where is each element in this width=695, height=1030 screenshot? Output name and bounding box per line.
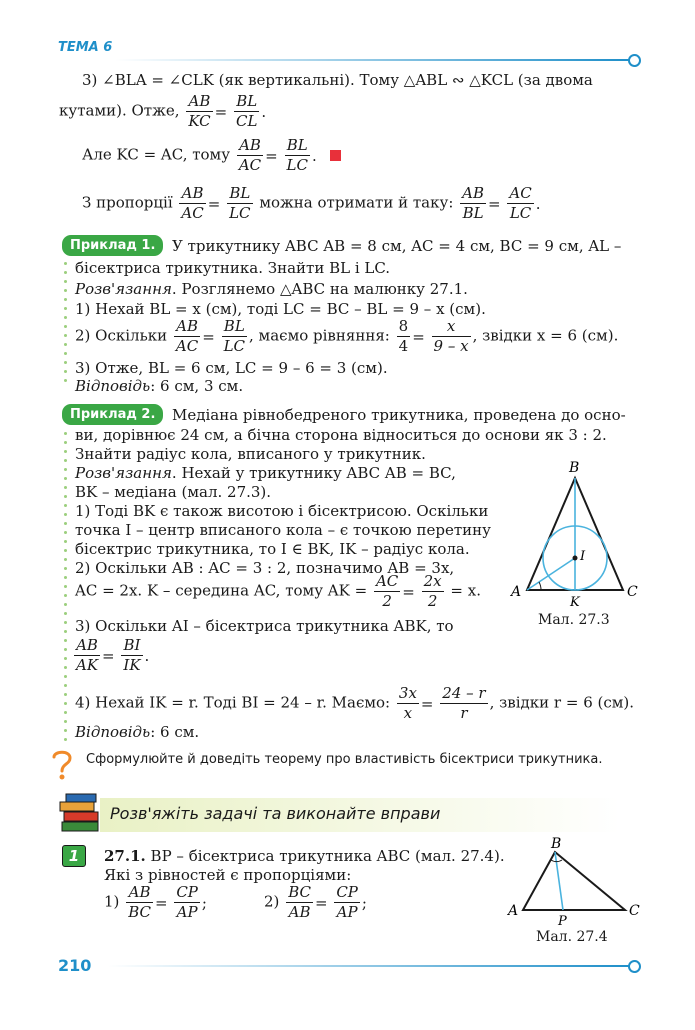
level-1-badge: 1 [62,845,86,867]
example-2-line-5: BK – медіана (мал. 27.3). [75,483,272,501]
example-1-badge: Приклад 1. [62,235,163,256]
label-A: A [508,903,519,919]
books-icon [58,792,102,834]
example-2-line-12: $\frac{AB}{AK}$ = $\frac{BI}{IK}$ . [76,636,150,674]
figure-27-3 [505,460,645,610]
figure-27-3-caption: Мал. 27.3 [538,612,610,628]
figure-27-4-caption: Мал. 27.4 [536,929,608,945]
example-2-line-9: 2) Оскільки AB : AC = 3 : 2, позначимо AB = 3x, [75,559,455,577]
label-C: C [629,903,640,919]
example-2-line-6: 1) Тоді BK є також висотою і бісектрисою. Оскільки [75,502,489,520]
example-1-line-2: бісектриса трикутника. Знайти BL і LC. [75,259,391,277]
triangle-abc [523,852,625,910]
incenter-point [573,556,578,561]
label-I: I [580,549,586,564]
example-1-line-3: Розв'язання. Розглянемо △ABC на малюнку 27.1. [75,280,468,298]
topic-header: ТЕМА 6 [58,40,113,55]
example-2-badge: Приклад 2. [62,404,163,425]
task-line-2: Які з рівностей є пропорціями: [104,866,352,884]
label-P: P [558,914,567,926]
label-B: B [569,460,580,476]
example-2-line-2: ви, дорівнює 24 см, а бічна сторона відноситься до основи як 3 : 2. [75,426,607,444]
task-line-1: 27.1. BP – бісектриса трикутника ABC (мал. 27.4). [104,847,505,865]
figure-27-4 [505,836,645,926]
footer-rule-end [628,960,641,973]
header-rule-end [628,54,641,67]
intro-line-2: кутами). Отже, $\frac{AB}{KC}$ = $\frac{BL}{CL}$ . [59,92,267,130]
page-number: 210 [58,956,92,975]
example-1-dots [64,262,68,388]
example-2-line-14: Відповідь: 6 см. [75,723,200,741]
example-1-line-1: У трикутнику ABC AB = 8 см, AC = 4 см, BC = 9 см, AL – [172,237,622,255]
intro-line-3: Але KC = AC, тому $\frac{AB}{AC}$ = $\frac{BL}{LC}$ . [82,136,341,175]
example-2-line-13: 4) Нехай IK = r. Тоді BI = 24 – r. Маємо: $\frac{3x}{x}$ = $\frac{24 - r}{r}$ , звідки r = 6 (см). [75,684,635,722]
example-2-line-11: 3) Оскільки AI – бісектриса трикутника ABK, то [75,617,454,635]
example-2-line-10: AC = 2x. K – середина AC, тому AK = $\frac{AC}{2}$ = $\frac{2x}{2}$ = x. [75,572,481,610]
task-option-2: 2) $\frac{BC}{AB}$ = $\frac{CP}{AP}$ ; [264,883,367,921]
label-K: K [570,595,580,610]
example-2-line-4: Розв'язання. Нехай у трикутнику ABC AB = BC, [75,464,456,482]
intro-line-4: З пропорції $\frac{AB}{AC}$ = $\frac{BL}{LC}$ можна отримати й таку: $\frac{AB}{BL}$ = $\frac{AC}{LC}$ . [82,184,541,222]
question-mark-icon [50,748,74,782]
task-option-1: 1) $\frac{AB}{BC}$ = $\frac{CP}{AP}$ ; [104,883,207,921]
label-C: C [627,584,638,600]
angle-mark [539,582,541,590]
question-text: Сформулюйте й доведіть теорему про властивість бісектриси трикутника. [86,752,603,767]
footer-rule [108,965,630,967]
example-2-line-1: Медіана рівнобедреного трикутника, проведена до осно- [172,406,626,424]
tasks-banner-text: Розв'яжіть задачі та виконайте вправи [110,804,441,823]
label-B: B [551,836,562,852]
example-1-line-5: 2) Оскільки $\frac{AB}{AC}$ = $\frac{BL}{LC}$ , маємо рівняння: $\frac{8}{4}$ = $\frac{x}{9 - x}$ , звідки x = 6 (см). [75,317,619,355]
example-2-dots [64,432,68,747]
example-2-line-8: бісектрис трикутника, то I ∈ BK, IK – радіус кола. [75,540,470,558]
header-rule [115,59,630,61]
example-1-line-4: 1) Нехай BL = x (см), тоді LC = BC – BL = 9 – x (см). [75,300,486,318]
example-1-line-7: Відповідь: 6 см, 3 см. [75,377,244,395]
example-2-line-7: точка I – центр вписаного кола – є точкою перетину [75,521,491,539]
end-of-proof-mark [330,150,341,161]
example-1-line-6: 3) Отже, BL = 6 см, LC = 9 – 6 = 3 (см). [75,359,388,377]
label-A: A [511,584,522,600]
example-2-line-3: Знайти радіус кола, вписаного у трикутник. [75,445,426,463]
intro-line-1: 3) ∠BLA = ∠CLK (як вертикальні). Тому △ABL ∾ △KCL (за двома [82,71,593,89]
